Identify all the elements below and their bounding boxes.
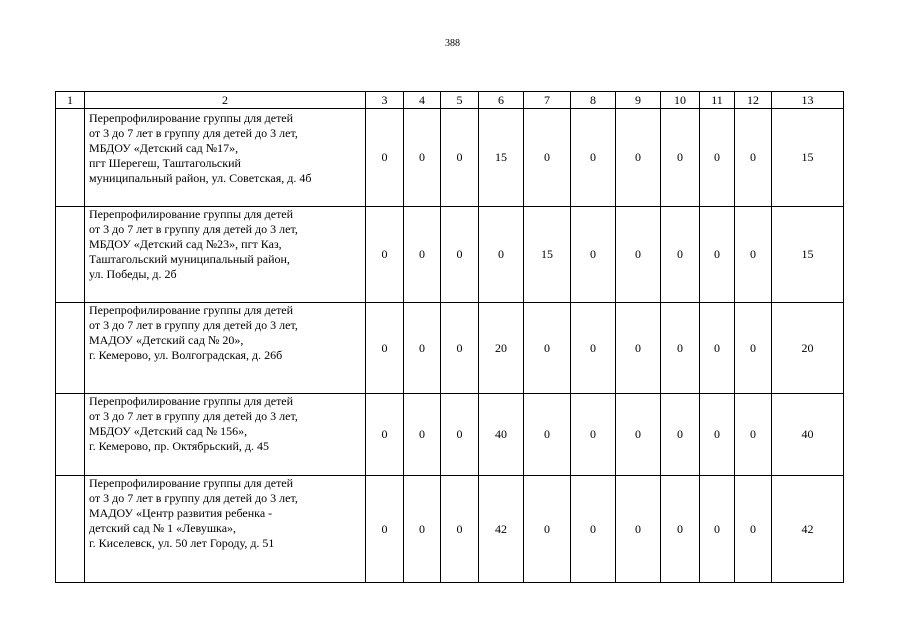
- table-row: [56, 207, 844, 303]
- value-cell: 0: [616, 303, 661, 394]
- value-cell: 0: [524, 303, 571, 394]
- row-number-cell: [56, 394, 85, 476]
- value-cell: 40: [479, 394, 524, 476]
- value-cell: 0: [661, 476, 700, 583]
- row-number-cell: [56, 476, 85, 583]
- description-line: г. Кемерово, пр. Октябрьский, д. 45: [89, 439, 269, 453]
- value-cell: 0: [661, 303, 700, 394]
- description-line: МБДОУ «Детский сад №23», пгт Каз,: [89, 237, 282, 251]
- description-cell: [85, 109, 366, 207]
- program-table: [55, 91, 844, 583]
- header-cell: 5: [441, 92, 479, 109]
- header-cell: 13: [772, 92, 844, 109]
- value-cell: 42: [772, 476, 844, 583]
- value-cell: 0: [616, 207, 661, 303]
- table-header-row: [56, 92, 844, 109]
- value-cell: 15: [772, 109, 844, 207]
- description-line: от 3 до 7 лет в группу для детей до 3 лет,: [89, 318, 298, 332]
- value-cell: 15: [772, 207, 844, 303]
- value-cell: 0: [571, 303, 616, 394]
- value-cell: 0: [616, 476, 661, 583]
- value-cell: 0: [616, 394, 661, 476]
- description-line: МБДОУ «Детский сад № 156»,: [89, 424, 248, 438]
- value-cell: 0: [524, 476, 571, 583]
- value-cell: 0: [735, 476, 772, 583]
- value-cell: 0: [700, 394, 735, 476]
- value-cell: 15: [524, 207, 571, 303]
- description-line: ул. Победы, д. 2б: [89, 267, 177, 281]
- value-cell: 0: [700, 303, 735, 394]
- description-line: МАДОУ «Центр развития ребенка -: [89, 506, 273, 520]
- value-cell: 0: [441, 394, 479, 476]
- value-cell: 0: [616, 109, 661, 207]
- value-cell: 40: [772, 394, 844, 476]
- table-row: [56, 394, 844, 476]
- value-cell: 0: [479, 207, 524, 303]
- description-line: г. Киселевск, ул. 50 лет Городу, д. 51: [89, 536, 275, 550]
- value-cell: 0: [404, 207, 441, 303]
- description-cell: [85, 303, 366, 394]
- value-cell: 15: [479, 109, 524, 207]
- header-cell: 11: [700, 92, 735, 109]
- description-line: Перепрофилирование группы для детей: [89, 111, 294, 125]
- table-row: [56, 476, 844, 583]
- value-cell: 0: [571, 476, 616, 583]
- value-cell: 0: [661, 207, 700, 303]
- row-number-cell: [56, 303, 85, 394]
- value-cell: 0: [366, 303, 404, 394]
- header-cell: 4: [404, 92, 441, 109]
- value-cell: 0: [700, 207, 735, 303]
- description-cell: [85, 207, 366, 303]
- value-cell: 0: [441, 476, 479, 583]
- table-row: [56, 303, 844, 394]
- description-line: МБДОУ «Детский сад №17»,: [89, 141, 239, 155]
- value-cell: 0: [404, 476, 441, 583]
- description-line: от 3 до 7 лет в группу для детей до 3 лет,: [89, 491, 298, 505]
- description-cell: [85, 394, 366, 476]
- value-cell: 0: [366, 476, 404, 583]
- value-cell: 20: [479, 303, 524, 394]
- description-line: от 3 до 7 лет в группу для детей до 3 лет,: [89, 222, 298, 236]
- value-cell: 0: [404, 303, 441, 394]
- header-cell: 1: [56, 92, 85, 109]
- value-cell: 0: [735, 109, 772, 207]
- value-cell: 0: [571, 207, 616, 303]
- value-cell: 0: [735, 303, 772, 394]
- value-cell: 0: [441, 303, 479, 394]
- description-line: пгт Шерегеш, Таштагольский: [89, 156, 241, 170]
- description-cell: [85, 476, 366, 583]
- header-cell: 7: [524, 92, 571, 109]
- value-cell: 0: [441, 109, 479, 207]
- row-number-cell: [56, 109, 85, 207]
- header-cell: 12: [735, 92, 772, 109]
- description-line: Таштагольский муниципальный район,: [89, 252, 290, 266]
- description-line: Перепрофилирование группы для детей: [89, 394, 294, 408]
- description-line: от 3 до 7 лет в группу для детей до 3 лет,: [89, 409, 298, 423]
- value-cell: 0: [661, 394, 700, 476]
- description-line: муниципальный район, ул. Советская, д. 4б: [89, 171, 312, 185]
- value-cell: 0: [404, 109, 441, 207]
- value-cell: 0: [571, 109, 616, 207]
- value-cell: 0: [700, 109, 735, 207]
- description-line: детский сад № 1 «Левушка»,: [89, 521, 237, 535]
- value-cell: 0: [571, 394, 616, 476]
- value-cell: 0: [735, 207, 772, 303]
- value-cell: 0: [661, 109, 700, 207]
- description-line: г. Кемерово, ул. Волгоградская, д. 26б: [89, 348, 283, 362]
- table-row: [56, 109, 844, 207]
- description-line: Перепрофилирование группы для детей: [89, 303, 294, 317]
- value-cell: 0: [524, 394, 571, 476]
- value-cell: 0: [524, 109, 571, 207]
- header-cell: 8: [571, 92, 616, 109]
- header-cell: 3: [366, 92, 404, 109]
- description-line: МАДОУ «Детский сад № 20»,: [89, 333, 244, 347]
- value-cell: 42: [479, 476, 524, 583]
- row-number-cell: [56, 207, 85, 303]
- description-line: Перепрофилирование группы для детей: [89, 476, 294, 490]
- header-cell: 9: [616, 92, 661, 109]
- header-cell: 10: [661, 92, 700, 109]
- value-cell: 0: [700, 476, 735, 583]
- value-cell: 20: [772, 303, 844, 394]
- value-cell: 0: [735, 394, 772, 476]
- header-cell: 6: [479, 92, 524, 109]
- value-cell: 0: [366, 109, 404, 207]
- value-cell: 0: [366, 207, 404, 303]
- value-cell: 0: [366, 394, 404, 476]
- header-cell: 2: [85, 92, 366, 109]
- description-line: от 3 до 7 лет в группу для детей до 3 лет,: [89, 126, 298, 140]
- page-number: 388: [445, 38, 460, 49]
- value-cell: 0: [404, 394, 441, 476]
- description-line: Перепрофилирование группы для детей: [89, 207, 294, 221]
- value-cell: 0: [441, 207, 479, 303]
